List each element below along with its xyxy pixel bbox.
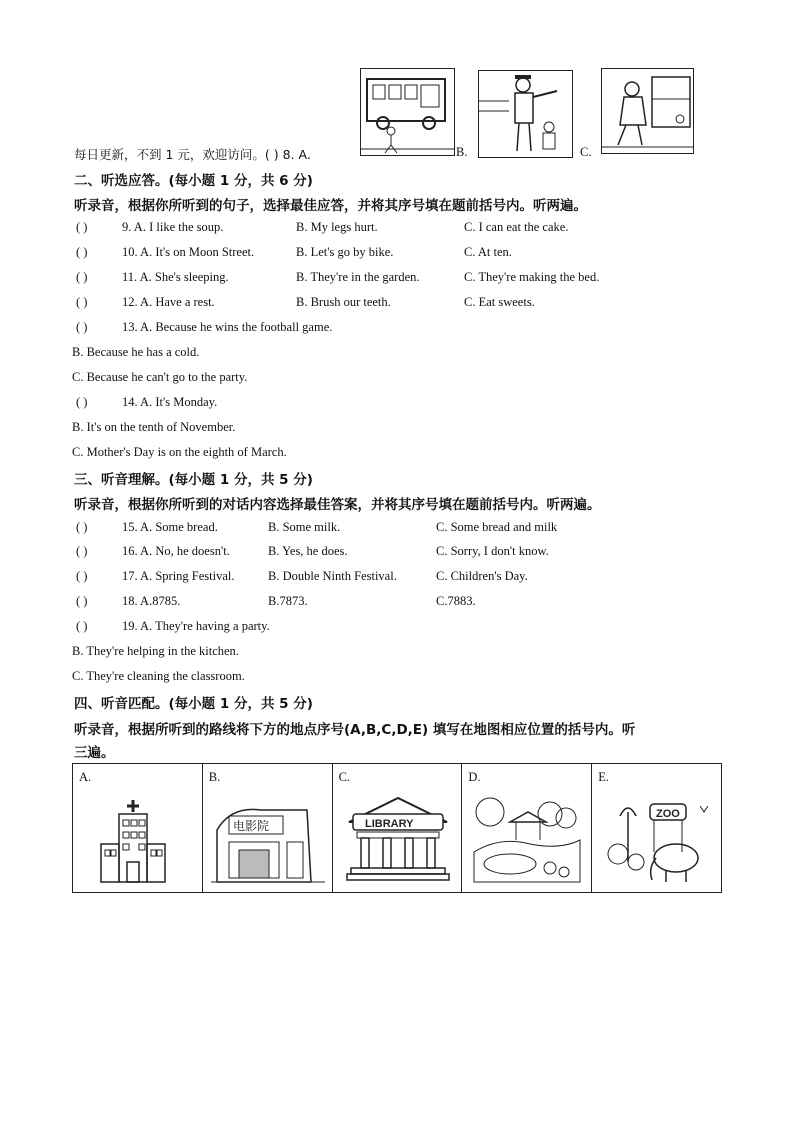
q10-option-c: C. At ten. bbox=[464, 245, 512, 259]
q9-bracket: ( ) bbox=[76, 220, 88, 234]
q8-picture-c-girl-crossing bbox=[601, 68, 694, 154]
q9-option-b: B. My legs hurt. bbox=[296, 220, 378, 234]
q17-bracket: ( ) bbox=[76, 569, 88, 583]
q11-option-a: 11. A. She's sleeping. bbox=[122, 270, 229, 284]
q10-bracket: ( ) bbox=[76, 245, 88, 259]
q19-option-b: B. They're helping in the kitchen. bbox=[72, 644, 239, 658]
section2-title: 二、听选应答。(每小题 1 分，共 6 分) bbox=[74, 173, 313, 189]
q13-option-c: C. Because he can't go to the party. bbox=[72, 370, 248, 384]
q9-option-a: 9. A. I like the soup. bbox=[122, 220, 224, 234]
place-cell-d bbox=[462, 764, 592, 893]
q17-option-c: C. Children's Day. bbox=[436, 569, 528, 583]
q17-option-a: 17. A. Spring Festival. bbox=[122, 569, 235, 583]
place-cell-e bbox=[592, 764, 722, 893]
q18-option-c: C.7883. bbox=[436, 594, 476, 608]
q18-bracket: ( ) bbox=[76, 594, 88, 608]
places-table bbox=[72, 763, 722, 893]
q13-bracket: ( ) bbox=[76, 320, 88, 334]
q14-bracket: ( ) bbox=[76, 395, 88, 409]
q14-option-a: 14. A. It's Monday. bbox=[122, 395, 218, 409]
q15-option-a: 15. A. Some bread. bbox=[122, 520, 218, 534]
q10-option-a: 10. A. It's on Moon Street. bbox=[122, 245, 255, 259]
section2-instruction: 听录音，根据你所听到的句子，选择最佳应答，并将其序号填在题前括号内。听两遍。 bbox=[74, 198, 587, 214]
q19-option-a: 19. A. They're having a party. bbox=[122, 619, 270, 633]
q16-bracket: ( ) bbox=[76, 544, 88, 558]
q13-option-a: 13. A. Because he wins the football game. bbox=[122, 320, 333, 334]
cinema-icon bbox=[211, 792, 324, 886]
section4-instruction-line1: 听录音，根据所听到的路线将下方的地点序号(A,B,C,D,E) 填写在地图相应位置的括号内。听 bbox=[74, 722, 636, 738]
q8-option-c-label: C. bbox=[580, 145, 592, 159]
section3-instruction: 听录音，根据你所听到的对话内容选择最佳答案，并将其序号填在题前括号内。听两遍。 bbox=[74, 497, 601, 513]
section3-title: 三、听音理解。(每小题 1 分，共 5 分) bbox=[74, 472, 313, 488]
q19-option-c: C. They're cleaning the classroom. bbox=[72, 669, 245, 683]
q10-option-b: B. Let's go by bike. bbox=[296, 245, 394, 259]
section4-title: 四、听音匹配。(每小题 1 分，共 5 分) bbox=[74, 696, 313, 712]
q16-option-b: B. Yes, he does. bbox=[268, 544, 348, 558]
library-icon bbox=[341, 792, 454, 886]
place-cell-a bbox=[73, 764, 203, 893]
hospital-icon bbox=[81, 792, 194, 886]
place-b-label: B. bbox=[208, 770, 221, 784]
q14-option-c: C. Mother's Day is on the eighth of March. bbox=[72, 445, 287, 459]
q8-picture-a-bus bbox=[360, 68, 455, 156]
library-sign-text: LIBRARY bbox=[364, 818, 414, 830]
q14-option-b: B. It's on the tenth of November. bbox=[72, 420, 236, 434]
q8-picture-b-policeman bbox=[478, 70, 573, 158]
q12-option-a: 12. A. Have a rest. bbox=[122, 295, 215, 309]
q8-option-b-label: B. bbox=[456, 145, 468, 159]
place-a-label: A. bbox=[79, 770, 92, 784]
q15-option-b: B. Some milk. bbox=[268, 520, 341, 534]
zoo-sign-text: ZOO bbox=[656, 808, 681, 820]
q15-bracket: ( ) bbox=[76, 520, 88, 534]
q11-bracket: ( ) bbox=[76, 270, 88, 284]
q17-option-b: B. Double Ninth Festival. bbox=[268, 569, 397, 583]
q18-option-a: 18. A.8785. bbox=[122, 594, 181, 608]
q16-option-c: C. Sorry, I don't know. bbox=[436, 544, 549, 558]
q12-option-c: C. Eat sweets. bbox=[464, 295, 535, 309]
q9-option-c: C. I can eat the cake. bbox=[464, 220, 569, 234]
q18-option-b: B.7873. bbox=[268, 594, 308, 608]
place-cell-c bbox=[332, 764, 462, 893]
q16-option-a: 16. A. No, he doesn't. bbox=[122, 544, 230, 558]
park-icon bbox=[470, 792, 583, 886]
place-cell-b bbox=[202, 764, 332, 893]
q11-option-c: C. They're making the bed. bbox=[464, 270, 600, 284]
q11-option-b: B. They're in the garden. bbox=[296, 270, 420, 284]
q15-option-c: C. Some bread and milk bbox=[436, 520, 558, 534]
place-d-label: D. bbox=[468, 770, 481, 784]
place-e-label: E. bbox=[598, 770, 609, 784]
q12-bracket: ( ) bbox=[76, 295, 88, 309]
q13-option-b: B. Because he has a cold. bbox=[72, 345, 200, 359]
q8-prefix: 每日更新，不到 1 元，欢迎访问。( ) 8. A. bbox=[74, 147, 311, 162]
q12-option-b: B. Brush our teeth. bbox=[296, 295, 391, 309]
zoo-icon bbox=[600, 792, 713, 886]
section4-instruction-line2: 三遍。 bbox=[74, 745, 115, 761]
place-c-label: C. bbox=[338, 770, 351, 784]
q19-bracket: ( ) bbox=[76, 619, 88, 633]
cinema-sign-text: 电影院 bbox=[232, 819, 269, 833]
